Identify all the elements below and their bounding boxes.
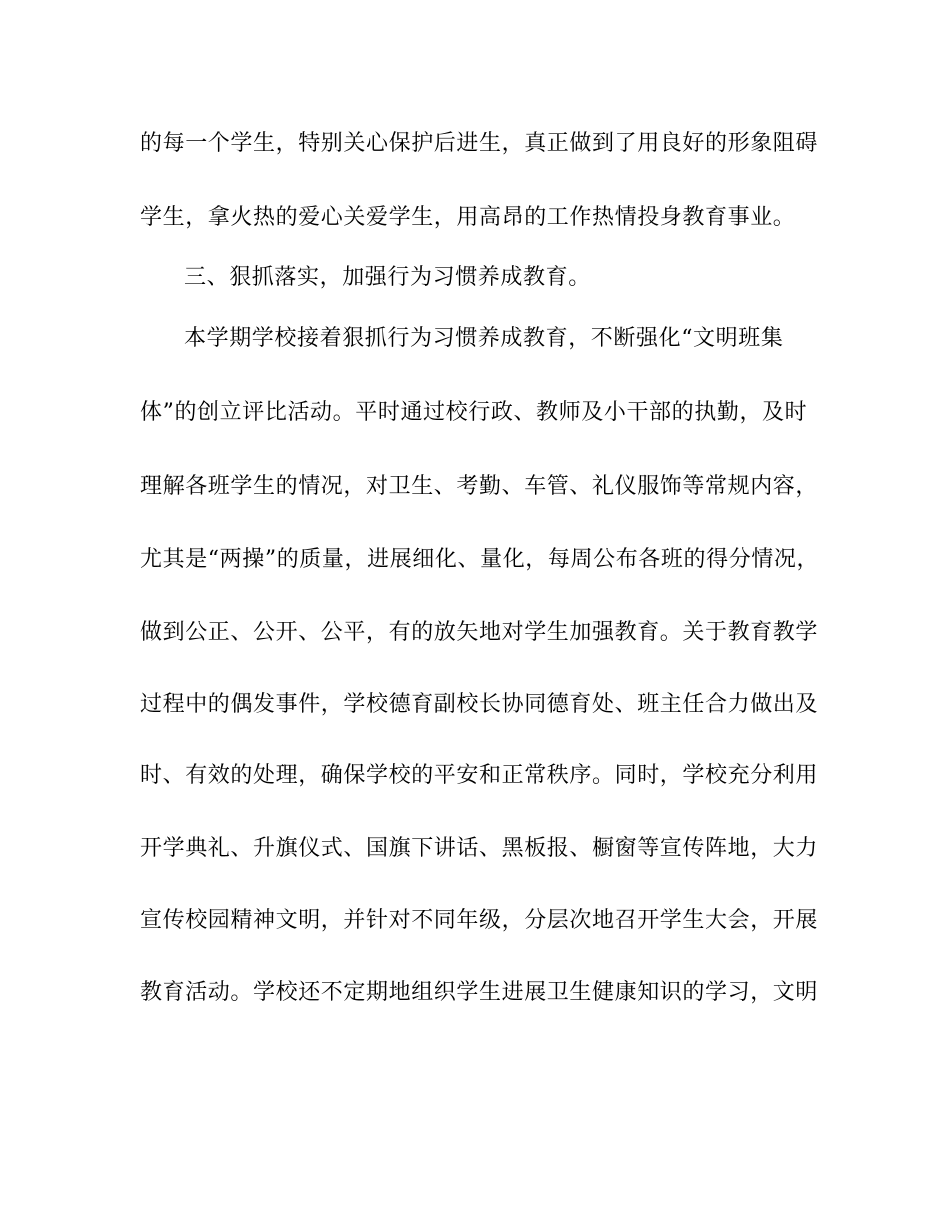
body-text-line: 做到公正、公开、公平，有的放矢地对学生加强教育。关于教育教学 <box>140 620 819 645</box>
body-text-line: 理解各班学生的情况，对卫生、考勤、车管、礼仪服饰等常规内容， <box>140 474 819 499</box>
body-text-line: 宣传校园精神文明，并针对不同年级，分层次地召开学生大会，开展 <box>140 908 819 933</box>
section-heading: 三、狠抓落实，加强行为习惯养成教育。 <box>184 265 591 290</box>
body-text-line: 开学典礼、升旗仪式、国旗下讲话、黑板报、橱窗等宣传阵地，大力 <box>140 836 819 861</box>
body-text-line: 过程中的偶发事件，学校德育副校长协同德育处、班主任合力做出及 <box>140 692 819 717</box>
body-text-line: 尤其是“两操”的质量，进展细化、量化，每周公布各班的得分情况， <box>140 547 820 572</box>
body-text-line: 学生，拿火热的爱心关爱学生，用高昂的工作热情投身教育事业。 <box>140 205 796 230</box>
body-text-line: 教育活动。学校还不定期地组织学生进展卫生健康知识的学习，文明 <box>140 980 819 1005</box>
body-text-line: 体”的创立评比活动。平时通过校行政、教师及小干部的执勤，及时 <box>140 400 808 425</box>
body-text-line: 时、有效的处理，确保学校的平安和正常秩序。同时，学校充分利用 <box>140 763 819 788</box>
body-text-line: 的每一个学生，特别关心保护后进生，真正做到了用良好的形象阻碍 <box>140 131 819 156</box>
body-text-line: 本学期学校接着狠抓行为习惯养成教育，不断强化“文明班集 <box>184 326 784 351</box>
